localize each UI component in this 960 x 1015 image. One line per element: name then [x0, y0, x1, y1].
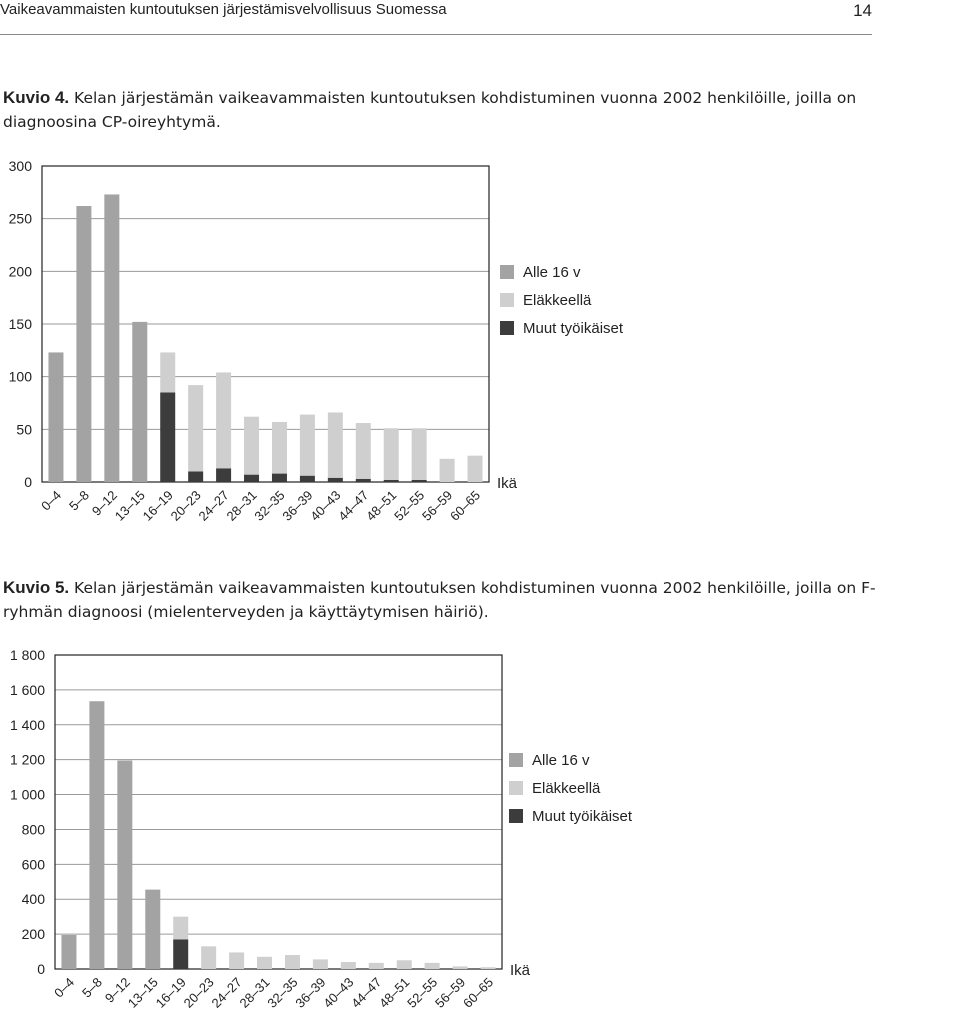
legend-label: Muut työikäiset — [523, 320, 624, 337]
chart-cp-oireyhtyma — [0, 150, 900, 550]
legend-label: Eläkkeellä — [532, 780, 601, 797]
y-tick-label: 0 — [24, 474, 32, 490]
legend — [500, 264, 624, 337]
y-tick-label: 300 — [8, 158, 32, 174]
legend-label: Eläkkeellä — [523, 292, 592, 309]
x-axis-label: Ikä — [497, 475, 518, 492]
y-tick-label: 150 — [8, 316, 32, 332]
legend — [509, 752, 633, 825]
bar-eläkkeellä-14 — [425, 963, 440, 969]
x-tick-label: 32–35 — [264, 974, 301, 1011]
figure-2-caption — [3, 576, 883, 624]
x-tick-label: 20–23 — [167, 487, 204, 524]
y-tick-label: 1 200 — [9, 751, 45, 768]
bar-eläkkeellä-15 — [453, 966, 468, 969]
bar-alle-16-v-2 — [76, 206, 91, 482]
x-tick-label: 24–27 — [195, 487, 232, 524]
running-title: Vaikeavammaisten kuntoutuksen järjestämisvelvollisuus Suomessa — [0, 1, 447, 18]
y-tick-label: 250 — [8, 210, 32, 227]
bar-eläkkeellä-5 — [160, 352, 175, 392]
y-tick-label: 1 600 — [9, 681, 45, 698]
running-header — [0, 0, 872, 35]
bar-eläkkeellä-12 — [356, 423, 371, 479]
y-tick-label: 0 — [37, 961, 45, 977]
x-tick-label: 28–31 — [223, 487, 260, 524]
bar-eläkkeellä-13 — [384, 428, 399, 480]
figure-1-caption-label: Kuvio 4. — [3, 88, 70, 107]
x-tick-label: 52–55 — [391, 487, 428, 524]
y-tick-label: 1 400 — [9, 716, 45, 733]
bar-muut-työikäiset-7 — [216, 468, 231, 482]
x-tick-label: 9–12 — [88, 487, 120, 519]
page-number: 14 — [853, 1, 872, 20]
x-tick-label: 44–47 — [335, 487, 372, 524]
figure-1-caption — [3, 86, 883, 134]
legend-label: Alle 16 v — [532, 752, 590, 769]
bar-eläkkeellä-8 — [257, 957, 272, 969]
y-tick-label: 600 — [21, 856, 45, 873]
x-tick-label: 48–51 — [376, 974, 413, 1011]
bar-eläkkeellä-12 — [369, 963, 384, 969]
bar-eläkkeellä-13 — [397, 960, 412, 969]
bar-eläkkeellä-15 — [440, 459, 455, 482]
x-tick-label: 48–51 — [363, 487, 400, 524]
x-tick-label: 36–39 — [279, 487, 316, 524]
x-tick-label: 13–15 — [111, 487, 148, 524]
x-tick-label: 0–4 — [51, 974, 78, 1001]
x-tick-label: 40–43 — [320, 974, 357, 1011]
figure-1-caption-text: Kelan järjestämän vaikeavammaisten kuntoutuksen kohdistuminen vuonna 2002 henkilöille, joilla on diagnoosina CP-oireyhtymä. — [3, 89, 857, 131]
x-tick-label: 60–65 — [459, 974, 497, 1011]
bar-eläkkeellä-5 — [173, 917, 188, 940]
bar-alle-16-v-1 — [48, 352, 63, 482]
bar-alle-16-v-3 — [104, 194, 119, 482]
x-axis-label: Ikä — [510, 962, 531, 979]
x-tick-label: 13–15 — [124, 974, 161, 1011]
bar-muut-työikäiset-10 — [300, 476, 315, 482]
bar-eläkkeellä-8 — [244, 417, 259, 475]
bar-eläkkeellä-6 — [201, 946, 216, 969]
bar-alle-16-v-4 — [132, 322, 147, 482]
x-tick-label: 5–8 — [66, 487, 93, 514]
x-tick-label: 40–43 — [307, 487, 344, 524]
y-tick-label: 1 800 — [9, 647, 45, 663]
x-tick-label: 16–19 — [152, 974, 189, 1011]
x-tick-label: 0–4 — [38, 487, 65, 514]
bar-muut-työikäiset-5 — [173, 939, 188, 969]
x-tick-label: 20–23 — [180, 974, 217, 1011]
legend-swatch — [509, 753, 523, 767]
legend-swatch — [500, 265, 514, 279]
bar-eläkkeellä-10 — [313, 959, 328, 969]
y-tick-label: 400 — [21, 891, 45, 908]
legend-swatch — [500, 293, 514, 307]
figure-2-caption-label: Kuvio 5. — [3, 578, 70, 597]
bar-eläkkeellä-11 — [341, 962, 356, 969]
bar-eläkkeellä-14 — [412, 428, 427, 480]
x-tick-label: 56–59 — [432, 974, 469, 1011]
bar-muut-työikäiset-8 — [244, 475, 259, 482]
bar-eläkkeellä-11 — [328, 412, 343, 477]
bar-eläkkeellä-9 — [272, 422, 287, 474]
bar-eläkkeellä-16 — [468, 456, 483, 482]
y-tick-label: 800 — [21, 821, 45, 838]
y-tick-label: 200 — [8, 263, 32, 280]
legend-swatch — [509, 809, 523, 823]
bar-eläkkeellä-9 — [285, 955, 300, 969]
x-tick-label: 16–19 — [139, 487, 176, 524]
x-tick-label: 60–65 — [446, 487, 484, 524]
bar-muut-työikäiset-12 — [356, 479, 371, 482]
y-tick-label: 1 000 — [9, 786, 45, 803]
x-tick-label: 9–12 — [101, 974, 133, 1006]
legend-swatch — [509, 781, 523, 795]
bar-alle-16-v-2 — [89, 701, 104, 969]
legend-label: Alle 16 v — [523, 264, 581, 281]
x-tick-label: 52–55 — [404, 974, 441, 1011]
bar-eläkkeellä-7 — [216, 372, 231, 468]
figure-2-caption-text: Kelan järjestämän vaikeavammaisten kuntoutuksen kohdistuminen vuonna 2002 henkilöille, joilla on F-ryhmän diagnoosi (mielenterveyden ja käyttäytymisen häiriö). — [3, 579, 876, 621]
x-tick-label: 28–31 — [236, 974, 273, 1011]
bar-eläkkeellä-6 — [188, 385, 203, 471]
x-tick-label: 56–59 — [419, 487, 456, 524]
x-tick-label: 24–27 — [208, 974, 245, 1011]
bar-muut-työikäiset-11 — [328, 478, 343, 482]
bar-muut-työikäiset-14 — [412, 480, 427, 482]
legend-label: Muut työikäiset — [532, 808, 633, 825]
bar-alle-16-v-4 — [145, 890, 160, 969]
bar-muut-työikäiset-5 — [160, 392, 175, 482]
x-tick-label: 44–47 — [348, 974, 385, 1011]
bar-alle-16-v-3 — [117, 761, 132, 969]
x-tick-label: 36–39 — [292, 974, 329, 1011]
bar-eläkkeellä-7 — [229, 952, 244, 969]
bar-muut-työikäiset-13 — [384, 480, 399, 482]
y-tick-label: 200 — [21, 926, 45, 943]
x-tick-label: 32–35 — [251, 487, 288, 524]
bar-eläkkeellä-16 — [481, 967, 496, 969]
bar-muut-työikäiset-6 — [188, 471, 203, 482]
bar-alle-16-v-1 — [61, 935, 76, 969]
bar-eläkkeellä-10 — [300, 415, 315, 476]
x-tick-label: 5–8 — [79, 974, 106, 1001]
bar-muut-työikäiset-9 — [272, 474, 287, 482]
y-tick-label: 50 — [16, 421, 32, 438]
legend-swatch — [500, 321, 514, 335]
chart-f-ryhma — [0, 640, 900, 1015]
y-tick-label: 100 — [8, 368, 32, 385]
